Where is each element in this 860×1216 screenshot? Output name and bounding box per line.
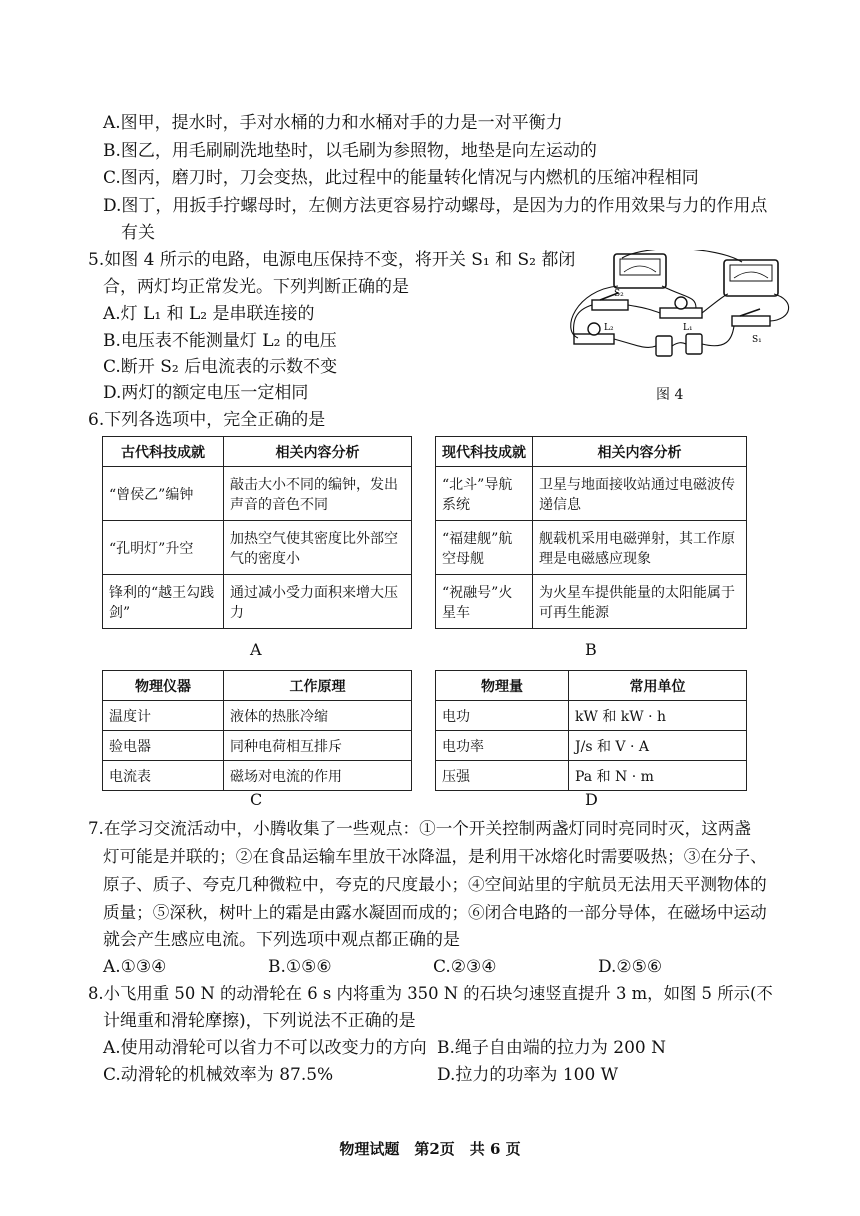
q7-line3: 原子、质子、夸克几种微粒中，夸克的尺度最小；④空间站里的宇航员无法用天平测物体的	[103, 875, 767, 894]
table-a-cell: “曾侯乙”编钟	[103, 467, 224, 521]
table-d-cell: J/s 和 V · A	[569, 731, 747, 761]
table-a-cell: 加热空气使其密度比外部空气的密度小	[224, 521, 412, 575]
label-l2: L₂	[604, 323, 614, 333]
q8-option-c: C.动滑轮的机械效率为 87.5%	[103, 1065, 334, 1085]
q6-stem: 6.下列各选项中，完全正确的是	[88, 410, 326, 430]
q7-option-c: C.②③④	[433, 957, 497, 977]
q5-stem-line1: 5.如图 4 所示的电路，电源电压保持不变，将开关 S₁ 和 S₂ 都闭	[88, 250, 576, 270]
q8-line1: 8.小飞用重 50 N 的动滑轮在 6 s 内将重为 350 N 的石块匀速竖直提升 3 m，如图 5 所示(不	[88, 984, 773, 1003]
circuit-figure	[556, 250, 806, 380]
q5-option-d: D.两灯的额定电压一定相同	[103, 383, 309, 403]
table-a-header-1: 相关内容分析	[224, 437, 412, 467]
q4-option-d-cont: 有关	[121, 223, 155, 243]
table-d-header-0: 物理量	[436, 671, 569, 701]
table-c-label: C	[250, 790, 263, 809]
q7-option-b: B.①⑤⑥	[268, 957, 332, 977]
table-b-cell: “北斗”导航系统	[436, 467, 533, 521]
table-d-cell: 压强	[436, 761, 569, 791]
table-b-header-1: 相关内容分析	[533, 437, 747, 467]
q8-option-b: B.绳子自由端的拉力为 200 N	[437, 1038, 667, 1058]
table-d-cell: 电功率	[436, 731, 569, 761]
q8-option-d: D.拉力的功率为 100 W	[437, 1065, 619, 1085]
table-a	[102, 436, 412, 629]
q7-option-d: D.②⑤⑥	[598, 957, 663, 977]
table-c-header-0: 物理仪器	[103, 671, 224, 701]
q5-option-a: A.灯 L₁ 和 L₂ 是串联连接的	[103, 304, 315, 324]
q5-stem-line2: 合，两灯均正常发光。下列判断正确的是	[103, 277, 409, 297]
table-c-cell: 验电器	[103, 731, 224, 761]
q5-option-c: C.断开 S₂ 后电流表的示数不变	[103, 357, 338, 377]
q4-option-c: C.图丙，磨刀时，刀会变热，此过程中的能量转化情况与内燃机的压缩冲程相同	[103, 168, 699, 188]
table-a-cell: 敲击大小不同的编钟，发出声音的音色不同	[224, 467, 412, 521]
table-c-cell: 液体的热胀冷缩	[224, 701, 412, 731]
q7-line1: 7.在学习交流活动中，小腾收集了一些观点：①一个开关控制两盏灯同时亮同时灭，这两盏	[88, 819, 751, 838]
table-b-header-0: 现代科技成就	[436, 437, 533, 467]
table-d-cell: 电功	[436, 701, 569, 731]
table-d-cell: Pa 和 N · m	[569, 761, 747, 791]
table-a-header-0: 古代科技成就	[103, 437, 224, 467]
q7-option-a: A.①③④	[103, 957, 167, 977]
switch-s2	[592, 300, 628, 310]
battery-2	[686, 334, 702, 354]
table-a-cell: 锋利的“越王勾践剑”	[103, 575, 224, 629]
table-b	[435, 436, 747, 629]
q8-option-a: A.使用动滑轮可以省力不可以改变力的方向	[103, 1038, 427, 1058]
table-d-cell: kW 和 kW · h	[569, 701, 747, 731]
table-a-cell: “孔明灯”升空	[103, 521, 224, 575]
table-b-cell: 卫星与地面接收站通过电磁波传递信息	[533, 467, 747, 521]
q7-line5: 就会产生感应电流。下列选项中观点都正确的是	[103, 930, 460, 950]
table-c-cell: 磁场对电流的作用	[224, 761, 412, 791]
q8-line2: 计绳重和滑轮摩擦)，下列说法不正确的是	[103, 1011, 416, 1031]
figure-4-caption: 图 4	[656, 387, 684, 403]
switch-s1	[732, 316, 770, 326]
table-b-label: B	[585, 640, 597, 659]
q4-option-d: D.图丁，用扳手拧螺母时，左侧方法更容易拧动螺母，是因为力的作用效果与力的作用点	[103, 196, 768, 216]
page-footer: 物理试题 第2页 共 6 页	[339, 1140, 521, 1158]
table-d	[435, 670, 747, 791]
table-c-cell: 温度计	[103, 701, 224, 731]
q4-option-b: B.图乙，用毛刷刷洗地垫时，以毛刷为参照物，地垫是向左运动的	[103, 141, 597, 161]
table-b-cell: 舰载机采用电磁弹射，其工作原理是电磁感应现象	[533, 521, 747, 575]
table-c-header-1: 工作原理	[224, 671, 412, 701]
table-d-header-1: 常用单位	[569, 671, 747, 701]
table-d-label: D	[585, 790, 598, 809]
label-l1: L₁	[683, 323, 693, 333]
label-s1: S₁	[752, 335, 762, 345]
table-b-cell: “福建舰”航空母舰	[436, 521, 533, 575]
label-s2: S₂	[614, 289, 624, 299]
q4-option-a: A.图甲，提水时，手对水桶的力和水桶对手的力是一对平衡力	[103, 113, 563, 133]
table-c-cell: 同种电荷相互排斥	[224, 731, 412, 761]
table-a-label: A	[250, 640, 262, 659]
table-a-cell: 通过减小受力面积来增大压力	[224, 575, 412, 629]
table-c-cell: 电流表	[103, 761, 224, 791]
table-b-cell: 为火星车提供能量的太阳能属于可再生能源	[533, 575, 747, 629]
table-c	[102, 670, 412, 791]
q5-option-b: B.电压表不能测量灯 L₂ 的电压	[103, 331, 337, 351]
q7-line4: 质量；⑤深秋，树叶上的霜是由露水凝固而成的；⑥闭合电路的一部分导体，在磁场中运动	[103, 903, 767, 922]
battery-1	[656, 336, 672, 356]
q7-line2: 灯可能是并联的；②在食品运输车里放干冰降温，是利用干冰熔化时需要吸热；③在分子、	[103, 847, 767, 866]
table-b-cell: “祝融号”火星车	[436, 575, 533, 629]
